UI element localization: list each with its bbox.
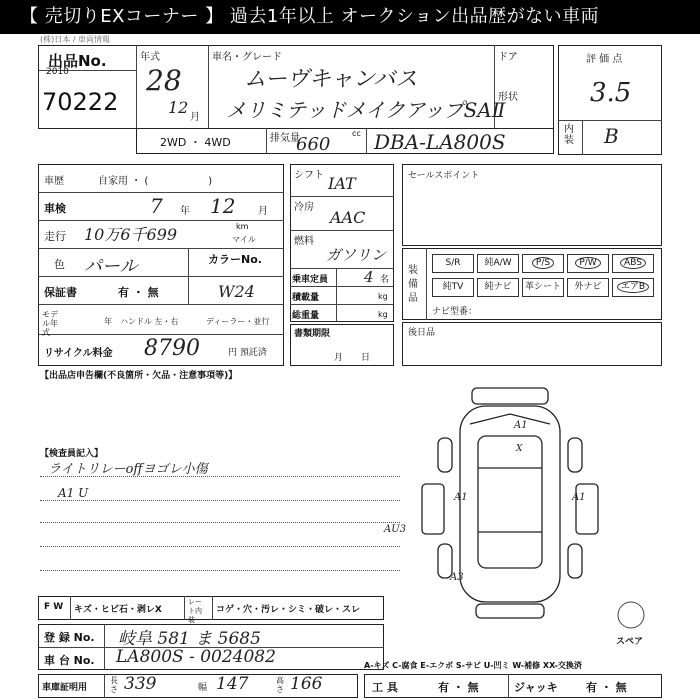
interior-value: B	[604, 124, 619, 148]
cert-label: 車庫証明用	[42, 683, 88, 693]
jack-label: ジャッキ	[514, 681, 558, 694]
equipment-item-label: S/R	[445, 258, 461, 268]
shift-label: シフト	[294, 170, 324, 181]
equipment-item	[522, 278, 564, 297]
name-line1: ムーヴキャンバス	[244, 67, 418, 92]
equipment-item-label: 純ナビ	[484, 282, 512, 292]
top-fragment: (株)日本 / 車両情報	[40, 35, 111, 44]
equipment-item	[612, 278, 654, 297]
score-label: 評 価 点	[586, 54, 623, 65]
car-diagram	[410, 384, 610, 624]
capacity-unit: 名	[380, 275, 390, 285]
banner: 【 売切りEXコーナー 】 過去1年以上 オークション出品歴がない車両	[0, 0, 700, 34]
inspector-line1: ライトリレーoffヨゴレ小傷	[48, 462, 208, 477]
interior-label: 内装	[564, 124, 574, 146]
load-unit: kg	[378, 292, 388, 301]
door-label: ドア	[498, 52, 518, 63]
equipment-item	[522, 254, 564, 273]
expiry-label: 書類期限	[294, 329, 331, 339]
mark-a3: A3	[450, 572, 464, 583]
year-label: 年式	[140, 52, 160, 63]
model-year-unit: 年	[104, 317, 112, 326]
score-value: 3.5	[590, 78, 632, 108]
reg-label: 登 録 No.	[44, 631, 95, 644]
inspection-month-unit: 月	[258, 206, 268, 217]
hgt-label: 高さ	[276, 676, 284, 694]
inspection-year-unit: 年	[180, 206, 190, 217]
lot-year: 2010	[46, 67, 69, 77]
sales-points-label: セールスポイント	[408, 171, 480, 181]
month-value: 12	[168, 98, 189, 117]
equipment-item	[612, 254, 654, 273]
equipment-item-label: 純TV	[442, 282, 464, 292]
damage-legend: A-キズ C-腐食 E-エクボ S-サビ U-凹ミ W-補修 XX-交換済	[364, 661, 582, 670]
equipment-item	[432, 278, 474, 297]
mileage-km: km	[236, 222, 249, 231]
recycle-label: リサイクル料金	[44, 348, 113, 359]
equipment-item-label: エアB	[617, 281, 649, 293]
displacement-value: 660	[296, 134, 331, 155]
mark-a1-front: A1	[514, 420, 528, 431]
len-value: 339	[124, 674, 157, 694]
displacement-label: 排気量	[270, 133, 300, 144]
equipment-item-label: 革シート	[524, 282, 561, 292]
shift-value: IAT	[328, 174, 356, 193]
seller-notes-label: 【出品店申告欄(不良箇所・欠品・注意事項等)】	[40, 371, 238, 381]
equipment-item	[477, 278, 519, 297]
len-label: 長さ	[110, 676, 118, 694]
aircon-label: 冷房	[294, 202, 314, 213]
reg-value: 岐阜 581 ま 5685	[118, 629, 261, 649]
equipment-item-label: 外ナビ	[574, 282, 602, 292]
aircon-value: AAC	[330, 208, 366, 227]
inspector-label: 【検査員記入】	[40, 449, 104, 459]
fw-text: キズ・ヒビ石・剥レX	[74, 605, 162, 615]
handle-label: ハンドル 左・右	[120, 317, 179, 326]
equipment-item	[567, 278, 609, 297]
spare-label: スペア	[616, 637, 644, 647]
displacement-unit: cc	[352, 129, 361, 138]
equipment-item-label: P/S	[532, 257, 554, 269]
mark-a1-left: A1	[454, 492, 468, 503]
drive-label: 2WD ・ 4WD	[160, 136, 231, 149]
wid-label: 幅	[198, 683, 208, 693]
equipment-item-label: 純A/W	[484, 258, 512, 268]
history-value: 自家用 ・ ( )	[98, 176, 213, 187]
year-value: 28	[146, 64, 182, 97]
weight-label: 総重量	[292, 311, 320, 321]
warranty-label: 保証書	[44, 286, 77, 299]
warranty-value: 有 ・ 無	[118, 286, 159, 299]
equipment-label: 装備品	[408, 265, 418, 304]
history-label: 車歴	[44, 176, 64, 187]
mark-au3: AU3	[384, 524, 407, 535]
recycle-value: 8790	[144, 336, 200, 361]
fuel-value: ガソリン	[326, 246, 387, 264]
color-label: 色	[54, 258, 65, 271]
equipment-item	[432, 254, 474, 273]
mark-a1-right: A1	[572, 492, 586, 503]
month-unit: 月	[190, 112, 200, 123]
inspection-label: 車検	[44, 202, 66, 215]
tool-value: 有 ・ 無	[438, 681, 479, 694]
equipment-item-label: P/W	[575, 257, 600, 269]
wid-value: 147	[216, 674, 249, 694]
inspection-year: 7	[150, 194, 163, 218]
navi-label: ナビ型番：	[432, 307, 478, 317]
inspection-month: 12	[210, 194, 236, 218]
load-label: 積載量	[292, 293, 320, 303]
model-year-label: モデル年式	[42, 310, 58, 337]
recycle-unit: 円 預託済	[228, 348, 267, 358]
inspector-line2: A1 U	[58, 486, 89, 500]
lot-label: 出品No.	[48, 52, 107, 70]
shape-label: 形状	[498, 92, 518, 103]
lace-text: コゲ・穴・汚レ・シミ・破レ・スレ	[216, 605, 361, 615]
capacity-value: 4	[364, 268, 374, 286]
equipment-item	[567, 254, 609, 273]
equipment-item	[477, 254, 519, 273]
fuel-label: 燃料	[294, 236, 314, 247]
lot-number: 70222	[42, 88, 119, 116]
color-value: パール	[84, 256, 138, 277]
mileage-value: 10万6千699	[84, 225, 178, 244]
equipment-item-label: ABS	[620, 257, 646, 269]
expiry-unit: 月 日	[334, 353, 371, 363]
name-label: 車名・グレード	[212, 52, 282, 63]
jack-value: 有 ・ 無	[586, 681, 627, 694]
after-label: 後日品	[408, 328, 436, 338]
fw-label: F W	[44, 602, 64, 612]
after-goods-box	[402, 322, 662, 366]
mileage-label: 走行	[44, 230, 66, 243]
hgt-value: 166	[290, 674, 323, 694]
lace-label: レート内装	[188, 598, 202, 624]
color-no-value: W24	[218, 282, 255, 301]
tool-label: 工 具	[372, 681, 398, 694]
dealer-label: ディーラー・並行	[206, 317, 270, 326]
spare-tire-icon	[616, 600, 646, 630]
mark-x: X	[516, 444, 523, 454]
chassis-label: 車 台 No.	[44, 654, 95, 667]
mileage-mile: マイル	[232, 235, 256, 244]
chassis-value: LA800S - 0024082	[116, 647, 276, 667]
weight-unit: kg	[378, 310, 388, 319]
model-value: DBA-LA800S	[374, 130, 506, 154]
capacity-label: 乗車定員	[292, 275, 329, 285]
color-no-label: カラーNo.	[208, 253, 262, 266]
name-line2: メリミテッドメイクアップSAⅡ	[226, 98, 506, 122]
